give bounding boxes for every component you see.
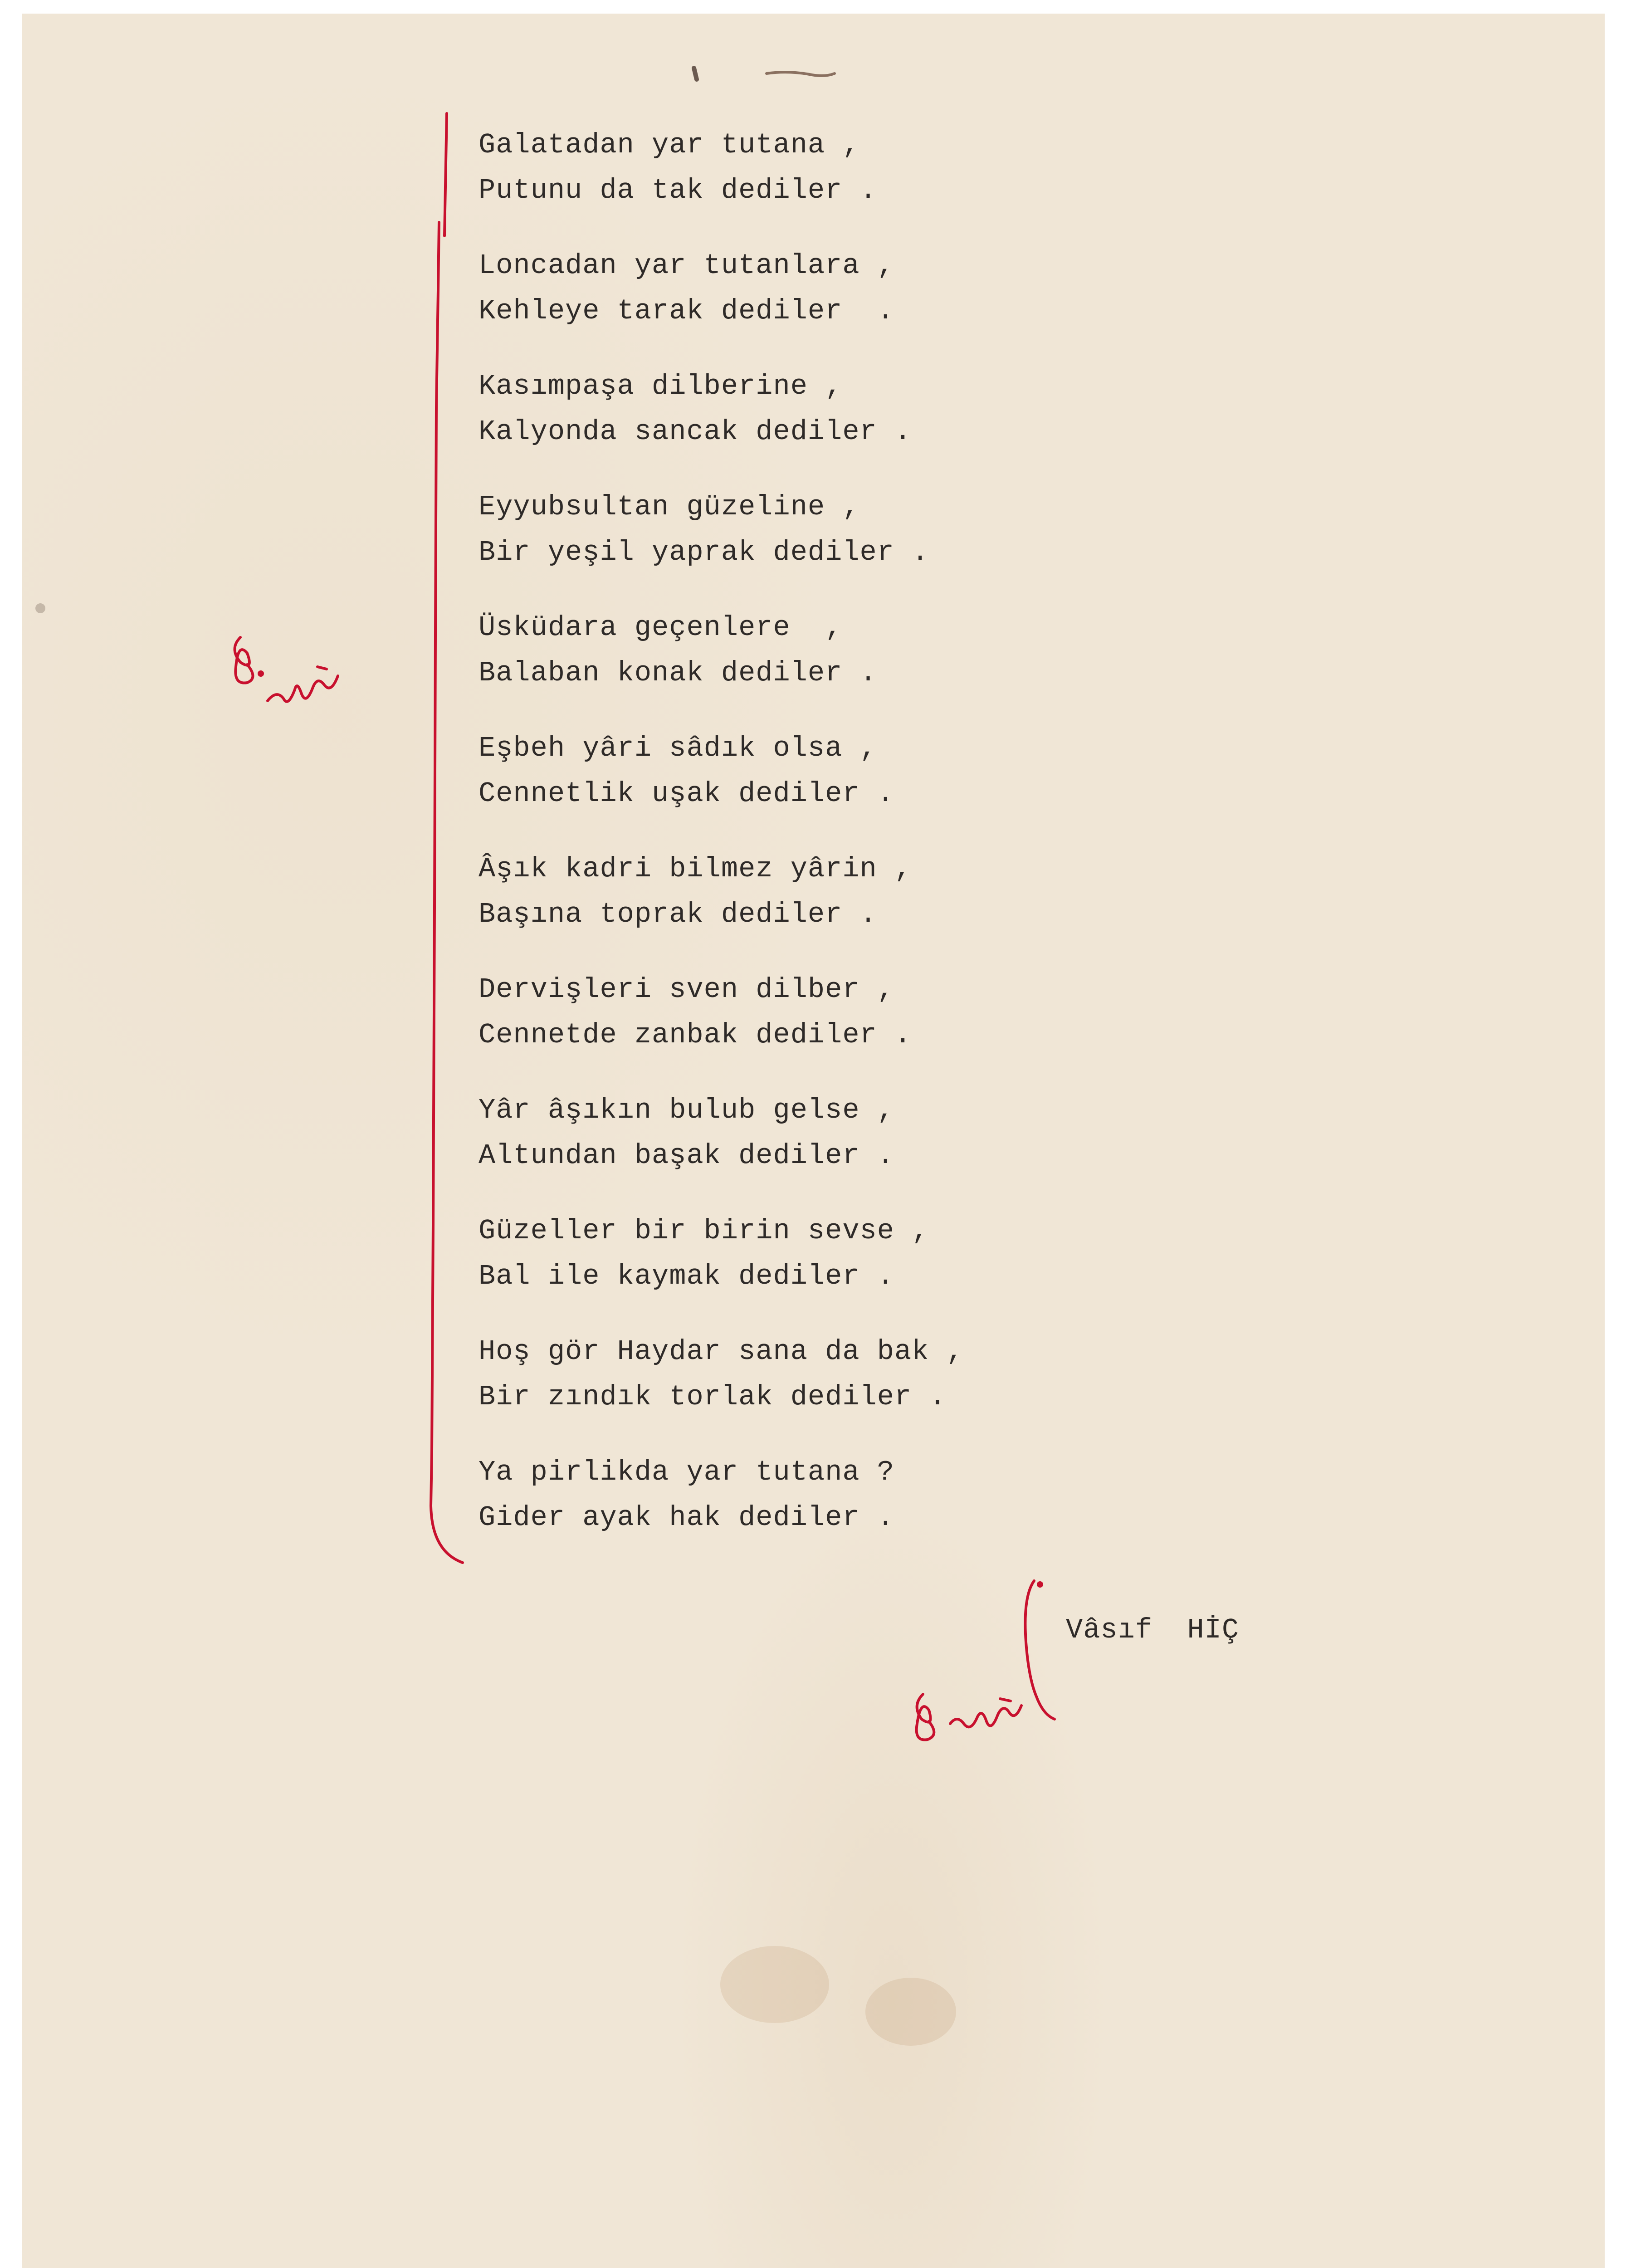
ink-mark — [694, 68, 697, 79]
signature-bracket — [1025, 1581, 1055, 1719]
poem-line: Putunu da tak dediler . — [479, 174, 877, 206]
handwritten-mark — [235, 637, 253, 683]
handwritten-mark — [950, 1699, 1021, 1727]
poem-line: Eşbeh yâri sâdık olsa , — [479, 732, 877, 764]
poem-line: Hoş gör Haydar sana da bak , — [479, 1335, 964, 1368]
poem-line: Güzeller bir birin sevse , — [479, 1215, 929, 1247]
poem-line: Galatadan yar tutana , — [479, 129, 860, 161]
poem-line: Gider ayak hak dediler . — [479, 1501, 894, 1534]
poem-line: Bal ile kaymak dediler . — [479, 1260, 894, 1292]
poem-line: Cennetde zanbak dediler . — [479, 1019, 912, 1051]
poem-line: Üsküdara geçenlere , — [479, 611, 843, 644]
poem-line: Bir yeşil yaprak dediler . — [479, 536, 929, 568]
author-signature: Vâsıf HİÇ — [1066, 1614, 1240, 1646]
poem-line: Altundan başak dediler . — [479, 1139, 894, 1172]
poem-line: Başına toprak dediler . — [479, 898, 877, 930]
margin-line — [431, 113, 463, 1563]
ink-mark — [767, 72, 835, 76]
handwritten-mark — [268, 667, 338, 702]
poem-line: Âşık kadri bilmez yârin , — [479, 853, 912, 885]
handwritten-mark — [258, 670, 264, 677]
poem-line: Kalyonda sancak dediler . — [479, 415, 912, 448]
poem-line: Kehleye tarak dediler . — [479, 295, 894, 327]
poem-line: Eyyubsultan güzeline , — [479, 491, 860, 523]
poem-line: Ya pirlikda yar tutana ? — [479, 1456, 894, 1488]
poem-line: Balaban konak dediler . — [479, 657, 877, 689]
handwritten-mark — [1037, 1581, 1043, 1588]
poem-line: Yâr âşıkın bulub gelse , — [479, 1094, 894, 1126]
poem-line: Bir zındık torlak dediler . — [479, 1381, 947, 1413]
handwritten-mark — [917, 1694, 934, 1740]
poem-line: Loncadan yar tutanlara , — [479, 249, 894, 282]
poem-line: Dervişleri sven dilber , — [479, 973, 894, 1006]
poem-line: Cennetlik uşak dediler . — [479, 777, 894, 810]
poem-line: Kasımpaşa dilberine , — [479, 370, 843, 402]
